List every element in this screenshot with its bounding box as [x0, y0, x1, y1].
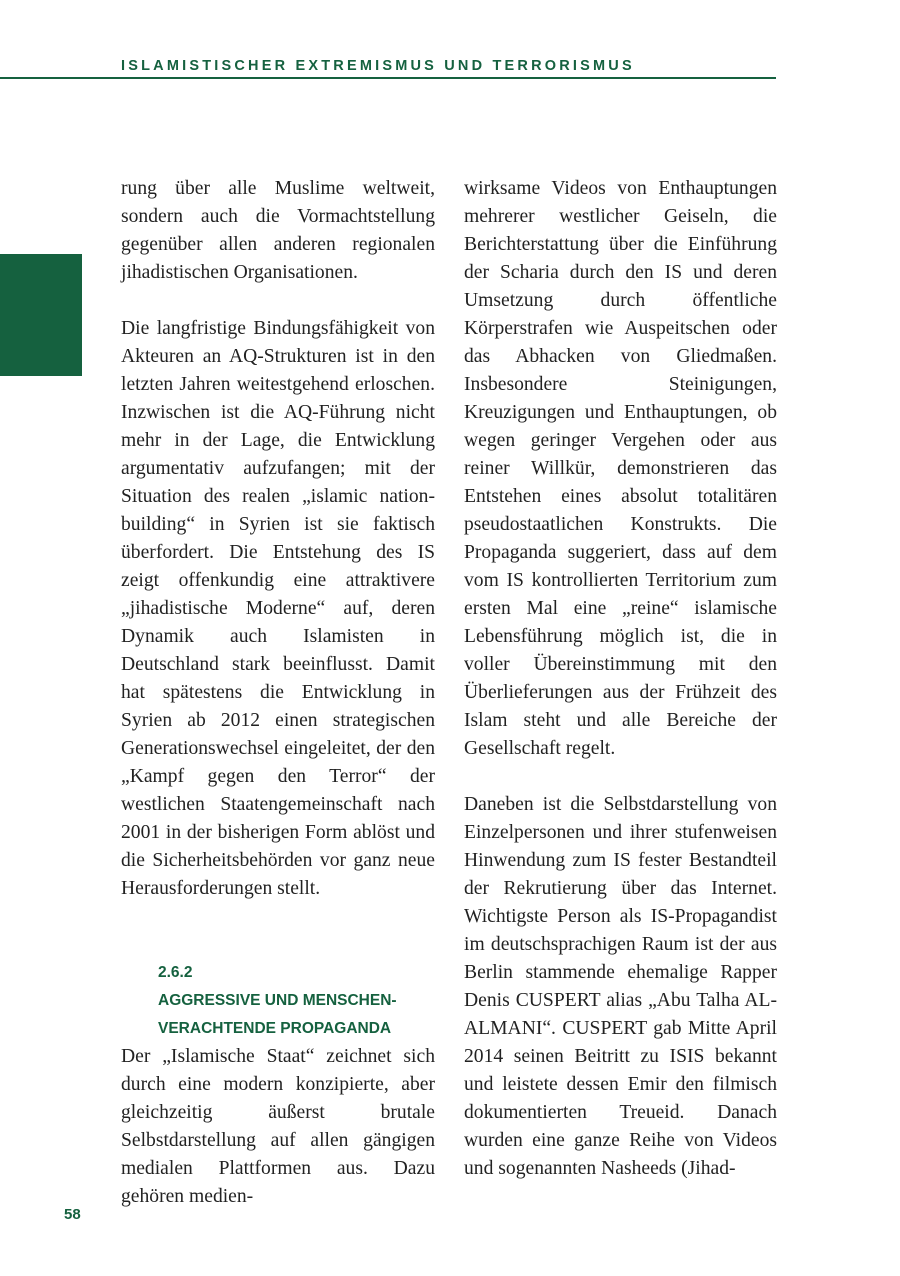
section-number: 2.6.2 — [158, 964, 193, 981]
paragraph: Die langfristige Bindungsfähigkeit von Akteuren an AQ-Strukturen ist in den letzten Jahren weitestgehend erloschen. Inzwischen ist die AQ-Führung nicht mehr in der Lage, die Entwicklung argumentativ aufzufangen; mit der Situation des realen „islamic nation-building“ in Syrien ist sie faktisch überfordert. Die Entstehung des IS zeigt offenkundig eine attraktivere „jihadistische Moderne“ auf, deren Dynamik auch Islamisten in Deutschland stark beeinflusst. Damit hat spätestens die Entwicklung in Syrien ab 2012 einen strategischen Generationswechsel eingeleitet, der den „Kampf gegen den Terror“ der westlichen Staatengemeinschaft nach 2001 in der bisherigen Form ablöst und die Sicherheitsbehörden vor ganz neue Herausforderungen stellt. — [121, 318, 435, 899]
chapter-side-tab — [0, 254, 82, 376]
section-title-line: AGGRESSIVE UND MENSCHEN- — [158, 992, 397, 1009]
page-number: 58 — [64, 1206, 81, 1223]
paragraph: wirksame Videos von Enthauptungen mehrerer westlicher Geiseln, die Berichterstattung über die Einführung der Scharia durch den IS und deren Umsetzung durch öffentliche Körperstrafen wie Auspeitschen oder das Abhacken von Gliedmaßen. Insbesondere Steinigungen, Kreuzigungen und Enthauptungen, ob wegen geringer Vergehen oder aus reiner Willkür, demonstrieren das Entstehen eines absolut totalitären pseudostaatlichen Konstrukts. Die Propaganda suggeriert, dass auf dem vom IS kontrollierten Territorium zum ersten Mal eine „reine“ islamische Lebensführung möglich ist, die in voller Übereinstimmung mit den Überlieferungen aus der Frühzeit des Islam steht und alle Bereiche der Gesellschaft regelt. — [464, 178, 777, 759]
section-title-line: VERACHTENDE PROPAGANDA — [158, 1020, 392, 1037]
paragraph: Daneben ist die Selbstdarstellung von Einzelpersonen und ihrer stufenweisen Hinwendung zum IS fester Bestandteil der Rekrutierung über das Internet. Wichtigste Person als IS-Propagandist im deutschsprachigen Raum ist der aus Berlin stammende ehemalige Rapper Denis CUSPERT alias „Abu Talha AL-ALMANI“. CUSPERT gab Mitte April 2014 seinen Beitritt zu ISIS bekannt und leistete dessen Emir den filmisch dokumentierten Treueid. Danach wurden eine ganze Reihe von Videos und sogenannten Nasheeds (Jihad- — [464, 794, 777, 1179]
paragraph: rung über alle Muslime weltweit, sondern auch die Vormachtstellung gegenüber allen anderen regionalen jihadistischen Organisationen. — [121, 178, 435, 283]
header-rule — [0, 77, 776, 79]
section-heading — [121, 959, 435, 1043]
paragraph: Der „Islamische Staat“ zeichnet sich durch eine modern konzipierte, aber gleichzeitig äußerst brutale Selbstdarstellung auf allen gängigen medialen Plattformen aus. Dazu gehören medien- — [121, 1046, 435, 1207]
running-header: ISLAMISTISCHER EXTREMISMUS UND TERRORISMUS — [121, 58, 635, 74]
left-column — [121, 175, 435, 1211]
right-column — [464, 175, 777, 1183]
